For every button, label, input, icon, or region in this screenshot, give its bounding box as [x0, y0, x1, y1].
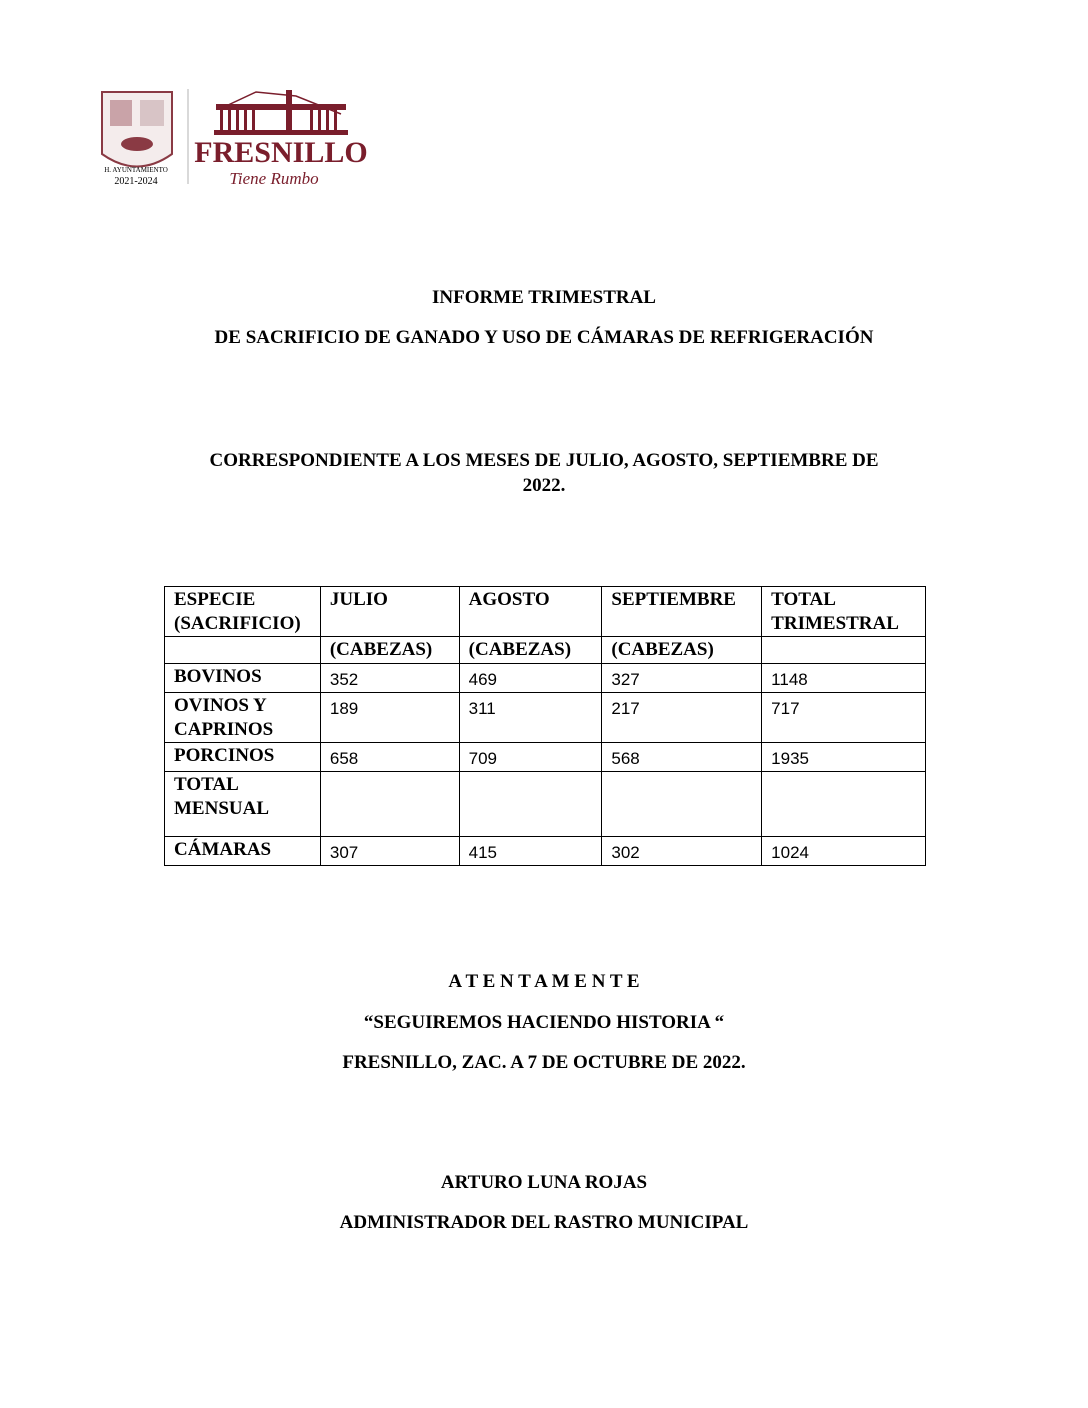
- cell: 469: [459, 664, 602, 693]
- cell: [320, 772, 459, 837]
- row-label: TOTAL MENSUAL: [165, 772, 321, 837]
- row-label: OVINOS Y CAPRINOS: [165, 693, 321, 743]
- cell: 189: [320, 693, 459, 743]
- cell: 568: [602, 743, 762, 772]
- cell: 1935: [762, 743, 926, 772]
- table-row: [165, 693, 926, 743]
- fresnillo-logo: [96, 84, 376, 194]
- cell: 717: [762, 693, 926, 743]
- unit-cell: (CABEZAS): [320, 637, 459, 664]
- svg-text:H. AYUNTAMIENTO: H. AYUNTAMIENTO: [104, 166, 168, 174]
- slaughter-table: [164, 586, 926, 866]
- cell: 217: [602, 693, 762, 743]
- cell: 352: [320, 664, 459, 693]
- table-row: [165, 837, 926, 866]
- row-label: CÁMARAS: [165, 837, 321, 866]
- header-cell: JULIO: [320, 587, 459, 637]
- cell: [459, 772, 602, 837]
- period-line-2: 2022.: [522, 475, 566, 496]
- table-row: [165, 772, 926, 837]
- header-cell: SEPTIEMBRE: [602, 587, 762, 637]
- row-label: PORCINOS: [165, 743, 321, 772]
- cell: [602, 772, 762, 837]
- cell: 311: [459, 693, 602, 743]
- cell: [762, 772, 926, 837]
- cell: 1148: [762, 664, 926, 693]
- report-subtitle: DE SACRIFICIO DE GANADO Y USO DE CÁMARAS DE REFRIGERACIÓN: [214, 327, 874, 348]
- table-header-row: [165, 587, 926, 637]
- unit-cell: (CABEZAS): [602, 637, 762, 664]
- cell: 307: [320, 837, 459, 866]
- table-row: [165, 743, 926, 772]
- header-cell: TOTAL TRIMESTRAL: [762, 587, 926, 637]
- unit-cell: [165, 637, 321, 664]
- signer-title: ADMINISTRADOR DEL RASTRO MUNICIPAL: [339, 1212, 749, 1233]
- svg-text:Tiene Rumbo: Tiene Rumbo: [229, 169, 319, 188]
- header-cell: AGOSTO: [459, 587, 602, 637]
- closing: A T E N T A M E N T E: [448, 971, 640, 992]
- cell: 658: [320, 743, 459, 772]
- unit-cell: [762, 637, 926, 664]
- report-title: INFORME TRIMESTRAL: [432, 287, 656, 308]
- place-date: FRESNILLO, ZAC. A 7 DE OCTUBRE DE 2022.: [342, 1052, 746, 1073]
- unit-cell: (CABEZAS): [459, 637, 602, 664]
- header-cell: ESPECIE (SACRIFICIO): [165, 587, 321, 637]
- cell: 327: [602, 664, 762, 693]
- cell: 1024: [762, 837, 926, 866]
- cell: 415: [459, 837, 602, 866]
- cell: 302: [602, 837, 762, 866]
- motto: “SEGUIREMOS HACIENDO HISTORIA “: [363, 1012, 725, 1033]
- row-label: BOVINOS: [165, 664, 321, 693]
- table-row: [165, 664, 926, 693]
- period-line-1: CORRESPONDIENTE A LOS MESES DE JULIO, AGOSTO, SEPTIEMBRE DE: [209, 450, 879, 471]
- table-units-row: [165, 637, 926, 664]
- svg-text:FRESNILLO: FRESNILLO: [194, 136, 368, 169]
- signer-name: ARTURO LUNA ROJAS: [440, 1172, 648, 1193]
- cell: 709: [459, 743, 602, 772]
- svg-text:2021-2024: 2021-2024: [114, 176, 158, 187]
